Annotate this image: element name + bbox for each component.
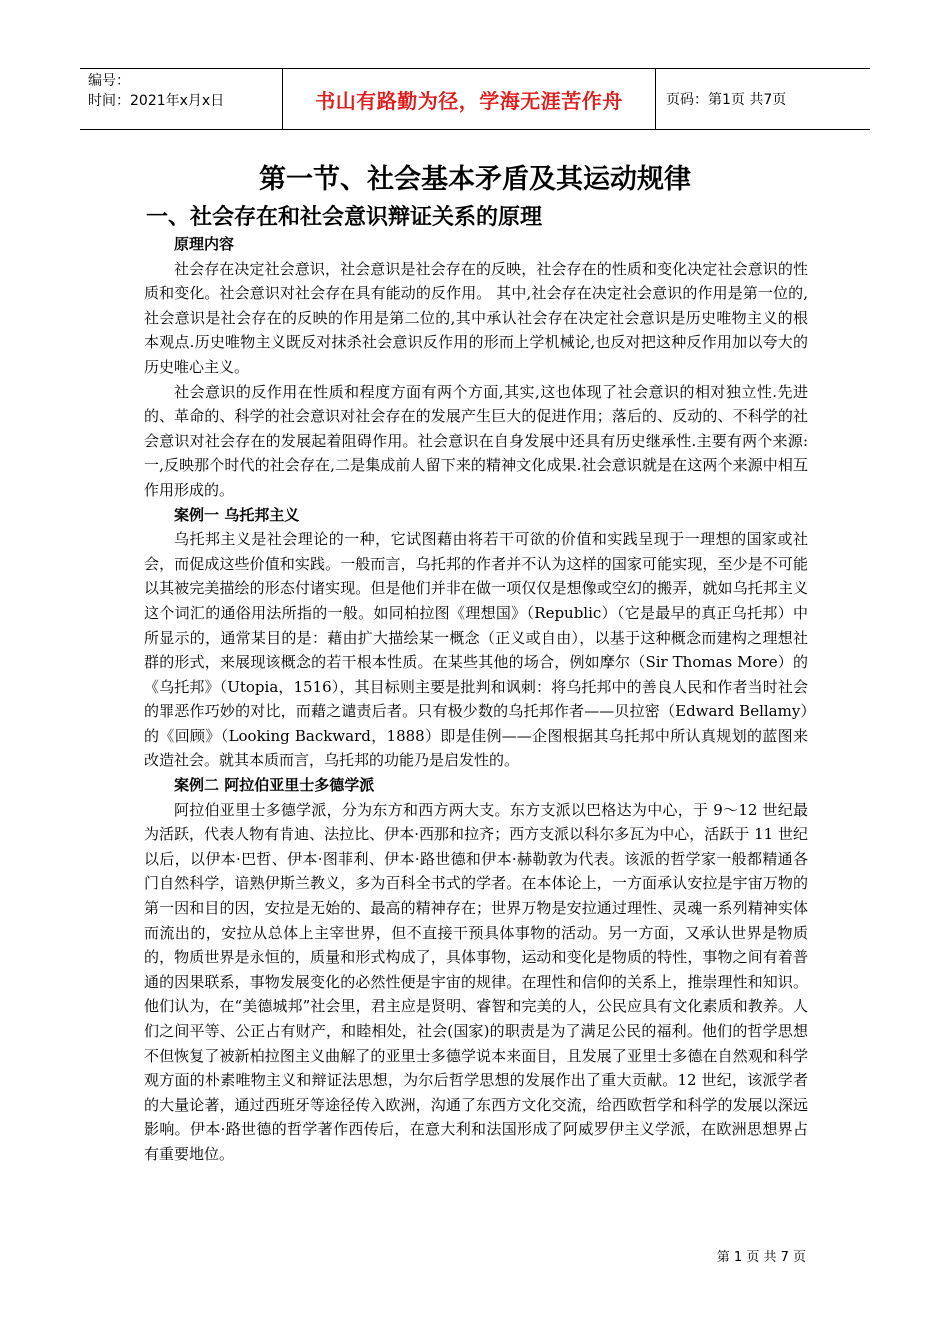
header-motto: 书山有路勤为径，学海无涯苦作舟 bbox=[315, 88, 623, 113]
header-page-label: 页码：第1页 共7页 bbox=[666, 92, 787, 108]
header-page-cell bbox=[656, 69, 870, 129]
principle-heading: 原理内容 bbox=[174, 235, 235, 253]
header-motto-cell bbox=[282, 69, 656, 129]
principle-paragraph-2: 社会意识的反作用在性质和程度方面有两个方面,其实,这也体现了社会意识的相对独立性.先进的、革命的、科学的社会意识对社会存在的发展产生巨大的促进作用；落后的、反动的、不科学的社会意识对社会存在的发展起着阻碍作用。社会意识在自身发展中还具有历史继承性.主要有两个来源:一,反映那个时代的社会存在,二是集成前人留下来的精神文化成果.社会意识就是在这两个来源中相互作用形成的。 bbox=[144, 382, 808, 499]
case1-heading: 案例一 乌托邦主义 bbox=[174, 505, 300, 524]
case1-paragraph: 乌托邦主义是社会理论的一种，它试图藉由将若干可欲的价值和实践呈现于一理想的国家或社会，而促成这些价值和实践。一般而言，乌托邦的作者并不认为这样的国家可能实现，至少是不可能以其被完美描绘的形态付诸实现。但是他们并非在做一项仅仅是想像或空幻的搬弄，就如乌托邦主义这个词汇的通俗用法所指的一般。如同柏拉图《理想国》（Republic）（它是最早的真正乌托邦）中所显示的，通常某目的是：藉由扩大描绘某一概念（正义或自由），以基于这种概念而建构之理想社群的形式，来展现该概念的若干根本性质。在某些其他的场合，例如摩尔（Sir Thomas More）的《乌托邦》（Utopia，1516），其目标则主要是批判和讽刺：将乌托邦中的善良人民和作者当时社会的罪恶作巧妙的对比，而藉之谴责后者。只有极少数的乌托邦作者——贝拉密（Edward Bellamy）的《回顾》（Looking Backward，1888）即是佳例——企图根据其乌托邦中所认真规划的蓝图来改造社会。就其本质而言，乌托邦的功能乃是启发性的。 bbox=[144, 530, 808, 770]
principle-paragraph-1: 社会存在决定社会意识，社会意识是社会存在的反映，社会存在的性质和变化决定社会意识的性质和变化。社会意识对社会存在具有能动的反作用。 其中,社会存在决定社会意识的作用是第一位的,社会意识是社会存在的反映的作用是第二位的,其中承认社会存在决定社会意识是历史唯物主义的根本观点.历史唯物主义既反对抹杀社会意识反作用的形而上学机械论,也反对把这种反作用加以夸大的历史唯心主义。 bbox=[144, 259, 808, 376]
document-title: 第一节、社会基本矛盾及其运动规律 bbox=[259, 164, 691, 195]
page-footer: 第 1 页 共 7 页 bbox=[716, 1250, 806, 1265]
case2-paragraph: 阿拉伯亚里士多德学派，分为东方和西方两大支。东方支派以巴格达为中心，于 9～12 世纪最为活跃，代表人物有肯迪、法拉比、伊本·西那和拉齐；西方支派以科尔多瓦为中心，活跃于 11 世纪以后，以伊本·巴哲、伊本·图菲利、伊本·路世德和伊本·赫勒敦为代表。该派的哲学家一般都精通各门自然科学，谙熟伊斯兰教义，多为百科全书式的学者。在本体论上，一方面承认安拉是宇宙万物的第一因和目的因，安拉是无始的、最高的精神存在；世界万物是安拉通过理性、灵魂一系列精神实体而流出的，安拉从总体上主宰世界，但不直接干预具体事物的活动。另一方面，又承认世界是物质的，物质世界是永恒的，质量和形式构成了，具体事物，运动和变化是物质的特性，事物之间有着普通的因果联系，事物发展变化的必然性便是宇宙的规律。在理性和信仰的关系上，推崇理性和知识。他们认为，在“美德城邦”社会里，君主应是贤明、睿智和完美的人，公民应具有文化素质和教养。人们之间平等、公正占有财产，和睦相处，社会(国家)的职责是为了满足公民的福利。他们的哲学思想不但恢复了被新柏拉图主义曲解了的亚里士多德学说本来面目，且发展了亚里士多德在自然观和科学观方面的朴素唯物主义和辩证法思想，为尔后哲学思想的发展作出了重大贡献。12 世纪，该派学者的大量论著，通过西班牙等途径传入欧洲，沟通了东西方文化交流，给西欧哲学和科学的发展以深远影响。伊本·路世德的哲学著作西传后，在意大利和法国形成了阿威罗伊主义学派，在欧洲思想界占有重要地位。 bbox=[144, 800, 808, 1163]
case2-heading: 案例二 阿拉伯亚里士多德学派 bbox=[174, 776, 375, 795]
page-header bbox=[80, 68, 870, 130]
header-meta bbox=[80, 69, 282, 129]
header-number-label: 编号： bbox=[88, 73, 130, 89]
section-title: 一、社会存在和社会意识辩证关系的原理 bbox=[146, 205, 543, 230]
document-body bbox=[144, 232, 808, 1167]
header-time-label: 时间：2021年x月x日 bbox=[88, 93, 225, 109]
